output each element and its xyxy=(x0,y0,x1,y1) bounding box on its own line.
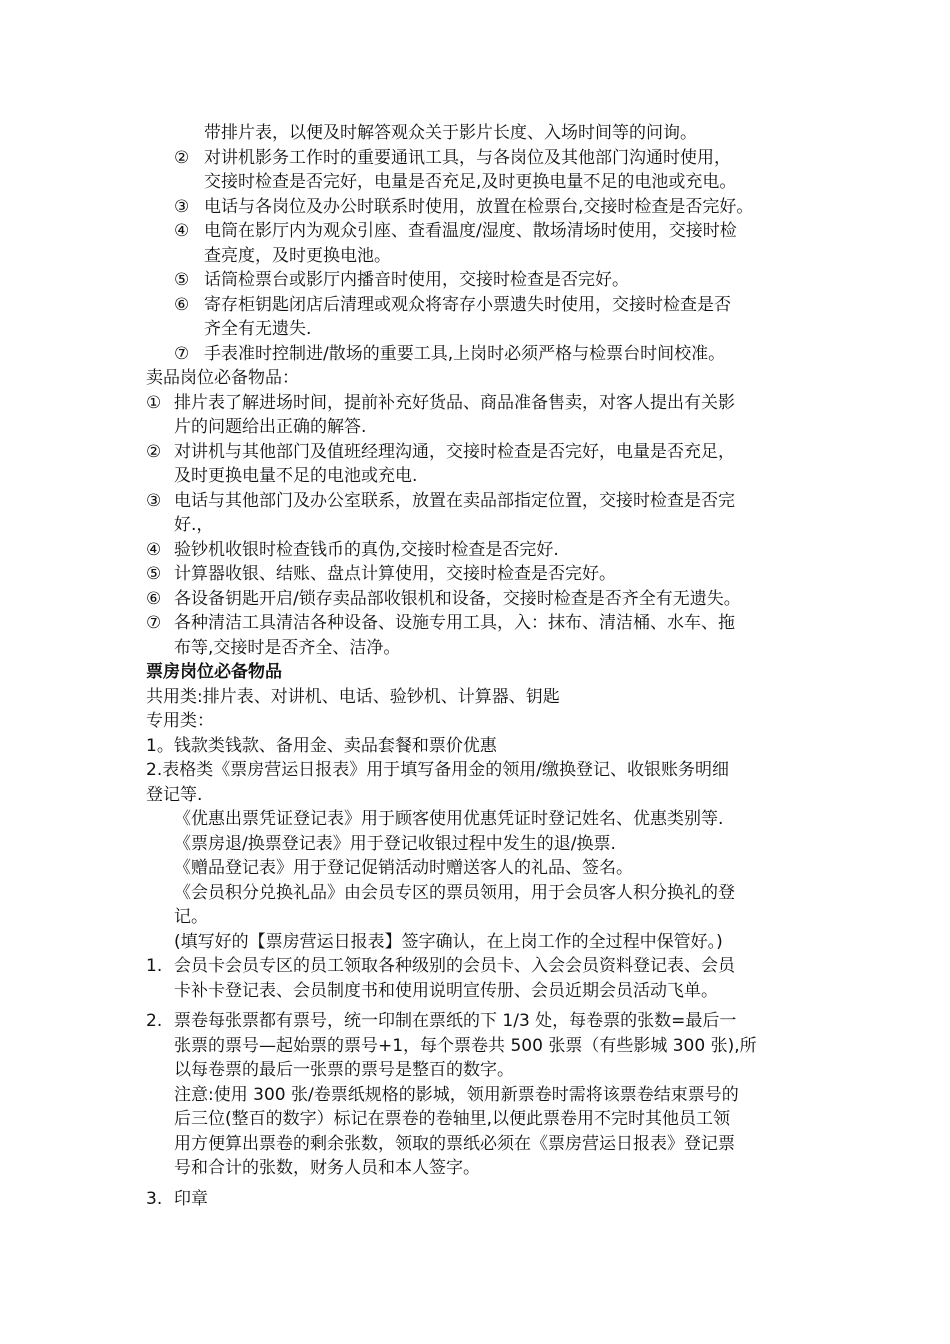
line-text: 及时更换电量不足的电池或充电. xyxy=(174,466,418,486)
list-marker: ③ xyxy=(174,196,190,217)
line-text: 以每卷票的最后一张票的票号是整百的数字。 xyxy=(174,1060,514,1080)
line-text: 票房岗位必备物品 xyxy=(146,662,282,682)
text-line xyxy=(146,709,826,734)
list-item-line xyxy=(146,562,826,587)
list-item-line xyxy=(146,538,826,563)
line-text: 票卷每张票都有票号，统一印制在票纸的下 1/3 处，每卷票的张数=最后一 xyxy=(174,1011,737,1031)
list-marker: 2. xyxy=(146,1011,163,1031)
text-line xyxy=(146,856,826,881)
line-text: 寄存柜钥匙闭店后清理或观众将寄存小票遗失时使用，交接时检查是否 xyxy=(204,294,731,315)
list-marker: ⑦ xyxy=(174,343,190,364)
line-text: 电筒在影厅内为观众引座、查看温度/湿度、散场清场时使用，交接时检 xyxy=(204,221,737,241)
line-text: 后三位(整百的数字）标记在票卷的卷轴里,以便此票卷用不完时其他员工领 xyxy=(174,1109,731,1129)
list-item-line xyxy=(146,1187,826,1212)
text-line xyxy=(146,807,826,832)
list-marker: ④ xyxy=(174,221,190,241)
text-line xyxy=(146,1107,826,1132)
list-item-line xyxy=(146,391,826,416)
list-marker: ① xyxy=(146,392,162,413)
list-marker: ⑦ xyxy=(146,613,162,633)
text-line xyxy=(146,905,826,930)
list-item-line xyxy=(146,611,826,636)
list-marker: ⑤ xyxy=(174,270,190,290)
line-text: 记。 xyxy=(174,907,208,927)
text-line xyxy=(146,415,826,440)
list-marker: ② xyxy=(174,147,190,168)
list-item-line xyxy=(146,1009,826,1034)
line-text: 手表准时控制进/散场的重要工具,上岗时必须严格与检票台时间校准。 xyxy=(204,343,726,364)
text-line xyxy=(146,244,826,269)
text-line xyxy=(146,930,826,955)
line-text: 各种清洁工具清洁各种设备、设施专用工具，入：抹布、清洁桶、水车、拖 xyxy=(174,613,735,633)
line-text: 话筒检票台或影厅内播音时使用，交接时检查是否完好。 xyxy=(204,270,629,290)
line-text: 交接时检查是否完好，电量是否充足,及时更换电量不足的电池或充电。 xyxy=(204,172,737,192)
line-text: 验钞机收银时检查钱币的真伪,交接时检查是否完好. xyxy=(174,539,559,560)
text-line xyxy=(146,317,826,342)
list-item-line xyxy=(146,195,826,220)
list-item-line xyxy=(146,342,826,367)
line-text: 共用类:排片表、对讲机、电话、验钞机、计算器、钥匙 xyxy=(146,686,560,707)
list-item-line xyxy=(146,489,826,514)
line-text: 用方便算出票卷的剩余张数，领取的票纸必须在《票房营运日报表》登记票 xyxy=(174,1133,735,1154)
list-item-line xyxy=(146,293,826,318)
line-text: 印章 xyxy=(174,1188,208,1209)
text-line xyxy=(146,636,826,661)
text-line xyxy=(146,1156,826,1181)
line-text: 《票房退/换票登记表》用于登记收银过程中发生的退/换票. xyxy=(174,833,616,854)
text-line xyxy=(146,513,826,538)
line-text: 会员卡会员专区的员工领取各种级别的会员卡、入会会员资料登记表、会员 xyxy=(174,956,735,976)
list-item-line xyxy=(146,587,826,612)
text-line xyxy=(146,1083,826,1108)
line-text: 片的问题给出正确的解答. xyxy=(174,417,367,437)
text-line xyxy=(146,170,826,195)
text-line xyxy=(146,685,826,710)
list-marker: ④ xyxy=(146,539,162,560)
line-text: 号和合计的张数，财务人员和本人签字。 xyxy=(174,1158,480,1178)
line-text: 好.， xyxy=(174,515,214,535)
line-text: 《会员积分兑换礼品》由会员专区的票员领用，用于会员客人积分换礼的登 xyxy=(174,882,735,903)
list-marker: ⑥ xyxy=(174,294,190,315)
text-line xyxy=(146,366,826,391)
text-line xyxy=(146,1058,826,1083)
line-text: 排片表了解进场时间，提前补充好货品、商品准备售卖，对客人提出有关影 xyxy=(174,392,735,413)
text-line xyxy=(146,734,826,759)
text-line xyxy=(146,758,826,783)
text-line xyxy=(146,783,826,808)
list-item-line xyxy=(146,954,826,979)
list-marker: 1. xyxy=(146,956,163,976)
line-text: 电话与各岗位及办公时联系时使用，放置在检票台,交接时检查是否完好。 xyxy=(204,196,754,217)
line-text: 专用类： xyxy=(146,711,214,731)
text-line xyxy=(146,1132,826,1157)
list-marker: ⑥ xyxy=(146,588,162,609)
line-text: 对讲机与其他部门及值班经理沟通，交接时检查是否完好，电量是否充足， xyxy=(174,441,735,462)
line-text: 《优惠出票凭证登记表》用于顾客使用优惠凭证时登记姓名、优惠类别等. xyxy=(174,809,724,829)
line-text: 查亮度，及时更换电池。 xyxy=(204,245,391,266)
list-marker: 3. xyxy=(146,1188,163,1209)
line-text: 对讲机影务工作时的重要通讯工具，与各岗位及其他部门沟通时使用， xyxy=(204,147,731,168)
line-text: (填写好的【票房营运日报表】签字确认，在上岗工作的全过程中保管好。) xyxy=(174,931,723,952)
line-text: 带排片表，以便及时解答观众关于影片长度、入场时间等的问询。 xyxy=(204,123,697,143)
line-text: 计算器收银、结账、盘点计算使用，交接时检查是否完好。 xyxy=(174,564,616,584)
line-text: 齐全有无遗失. xyxy=(204,319,312,339)
line-text: 张票的票号—起始票的票号+1，每个票卷共 500 张票（有些影城 300 张),所 xyxy=(174,1035,757,1056)
line-text: 卖品岗位必备物品： xyxy=(146,368,299,388)
line-text: 布等,交接时是否齐全、洁净。 xyxy=(174,637,401,658)
text-line xyxy=(146,1034,826,1059)
line-text: 电话与其他部门及办公室联系，放置在卖品部指定位置，交接时检查是否完 xyxy=(174,490,735,511)
text-line xyxy=(146,881,826,906)
line-text: 2.表格类《票房营运日报表》用于填写备用金的领用/缴换登记、收银账务明细 xyxy=(146,760,729,780)
text-line xyxy=(146,979,826,1004)
list-item-line xyxy=(146,219,826,244)
list-item-line xyxy=(146,440,826,465)
list-item-line xyxy=(146,146,826,171)
text-line xyxy=(146,832,826,857)
line-text: 登记等. xyxy=(146,784,203,805)
line-text: 注意:使用 300 张/卷票纸规格的影城，领用新票卷时需将该票卷结束票号的 xyxy=(174,1084,739,1105)
list-marker: ② xyxy=(146,441,162,462)
text-line xyxy=(146,464,826,489)
line-text: 各设备钥匙开启/锁存卖品部收银机和设备，交接时检查是否齐全有无遗失。 xyxy=(174,588,741,609)
list-marker: ③ xyxy=(146,490,162,511)
text-line xyxy=(146,121,826,146)
list-item-line xyxy=(146,268,826,293)
list-marker: ⑤ xyxy=(146,564,162,584)
document-body xyxy=(146,121,826,1211)
line-text: 1。钱款类钱款、备用金、卖品套餐和票价优惠 xyxy=(146,735,497,756)
line-text: 《赠品登记表》用于登记促销活动时赠送客人的礼品、签名。 xyxy=(174,858,633,878)
line-text: 卡补卡登记表、会员制度书和使用说明宣传册、会员近期会员活动飞单。 xyxy=(174,980,718,1001)
section-heading xyxy=(146,660,826,685)
